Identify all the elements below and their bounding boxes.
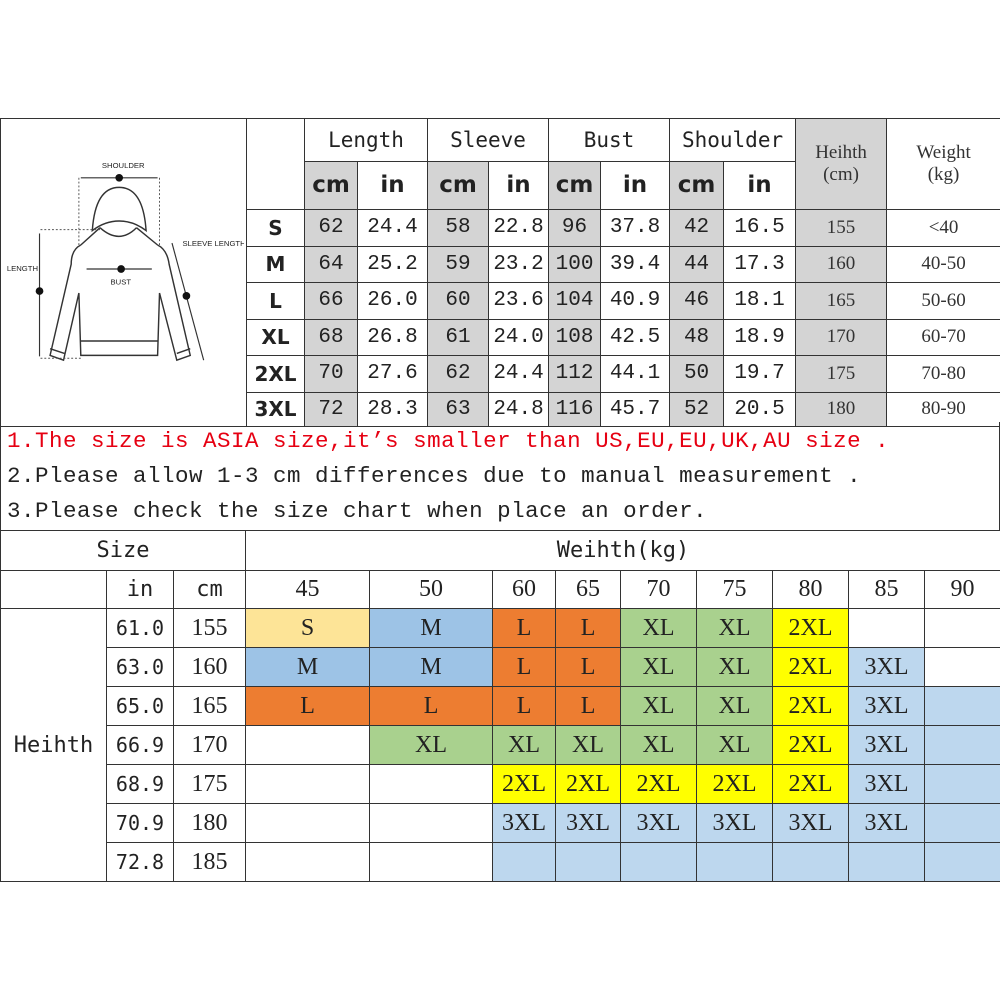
measure-value: 52 bbox=[670, 392, 724, 426]
measure-value: 26.0 bbox=[358, 283, 428, 319]
size-cell: 3XL bbox=[849, 687, 925, 726]
size-cell: L bbox=[556, 609, 621, 648]
height-in: 63.0 bbox=[107, 648, 174, 687]
measure-value: 19.7 bbox=[724, 356, 796, 392]
height-value: 165 bbox=[796, 283, 887, 319]
weight-value: 70-80 bbox=[887, 356, 1000, 392]
note-1: 1.The size is ASIA size,it’s smaller than US,EU,EU,UK,AU size . bbox=[7, 428, 890, 454]
size-cell: 3XL bbox=[493, 804, 556, 843]
size-cell: 3XL bbox=[621, 804, 697, 843]
measure-value: 108 bbox=[549, 319, 601, 355]
height-value: 175 bbox=[796, 356, 887, 392]
weight-unit: (kg) bbox=[927, 164, 960, 186]
size-cell: 3XL bbox=[556, 804, 621, 843]
measure-value: 24.8 bbox=[489, 392, 549, 426]
header-shoulder: Shoulder bbox=[670, 119, 796, 162]
blank-cell bbox=[1, 571, 107, 609]
size-cell bbox=[556, 843, 621, 882]
weight-value: 80-90 bbox=[887, 392, 1000, 426]
header-weight bbox=[887, 119, 1000, 210]
measure-value: 116 bbox=[549, 392, 601, 426]
size-cell: XL bbox=[370, 726, 493, 765]
measure-value: 44.1 bbox=[601, 356, 670, 392]
measure-value: 37.8 bbox=[601, 210, 670, 246]
height-cm: 170 bbox=[174, 726, 246, 765]
size-cell: 2XL bbox=[773, 726, 849, 765]
size-cell bbox=[246, 765, 370, 804]
height-row bbox=[1, 765, 1000, 804]
size-cell: L bbox=[370, 687, 493, 726]
height-value: 160 bbox=[796, 246, 887, 282]
measure-value: 60 bbox=[428, 283, 489, 319]
height-in: 61.0 bbox=[107, 609, 174, 648]
measure-value: 46 bbox=[670, 283, 724, 319]
in-header: in bbox=[107, 571, 174, 609]
measure-value: 44 bbox=[670, 246, 724, 282]
size-cell bbox=[925, 843, 1000, 882]
measure-value: 42 bbox=[670, 210, 724, 246]
size-cell bbox=[697, 843, 773, 882]
size-cell: 2XL bbox=[773, 687, 849, 726]
size-label: 3XL bbox=[247, 392, 305, 426]
size-cell: XL bbox=[697, 726, 773, 765]
unit-in: in bbox=[601, 161, 670, 210]
size-cell bbox=[246, 843, 370, 882]
height-in: 72.8 bbox=[107, 843, 174, 882]
size-cell bbox=[925, 687, 1000, 726]
measure-value: 23.6 bbox=[489, 283, 549, 319]
size-cell: L bbox=[556, 648, 621, 687]
size-label: L bbox=[247, 283, 305, 319]
measure-value: 24.0 bbox=[489, 319, 549, 355]
measure-value: 112 bbox=[549, 356, 601, 392]
measure-value: 16.5 bbox=[724, 210, 796, 246]
measure-value: 62 bbox=[428, 356, 489, 392]
height-value: 180 bbox=[796, 392, 887, 426]
weight-column-header: 70 bbox=[621, 571, 697, 609]
weight-column-header: 50 bbox=[370, 571, 493, 609]
size-cell: XL bbox=[556, 726, 621, 765]
size-cell bbox=[621, 843, 697, 882]
measure-value: 42.5 bbox=[601, 319, 670, 355]
measure-value: 66 bbox=[305, 283, 358, 319]
measure-value: 17.3 bbox=[724, 246, 796, 282]
unit-in: in bbox=[489, 161, 549, 210]
size-cell bbox=[493, 843, 556, 882]
measure-value: 96 bbox=[549, 210, 601, 246]
weight-column-header: 65 bbox=[556, 571, 621, 609]
measure-value: 18.1 bbox=[724, 283, 796, 319]
size-cell bbox=[925, 648, 1000, 687]
size-cell: 2XL bbox=[621, 765, 697, 804]
size-cell: 2XL bbox=[773, 609, 849, 648]
height-cm: 160 bbox=[174, 648, 246, 687]
weight-column-header: 90 bbox=[925, 571, 1000, 609]
unit-cm: cm bbox=[305, 161, 358, 210]
height-row bbox=[1, 648, 1000, 687]
cm-header: cm bbox=[174, 571, 246, 609]
height-cm: 155 bbox=[174, 609, 246, 648]
header-height bbox=[796, 119, 887, 210]
height-value: 170 bbox=[796, 319, 887, 355]
size-label: 2XL bbox=[247, 356, 305, 392]
height-row bbox=[1, 687, 1000, 726]
size-label: M bbox=[247, 246, 305, 282]
size-cell: M bbox=[370, 609, 493, 648]
height-in: 70.9 bbox=[107, 804, 174, 843]
size-cell bbox=[849, 843, 925, 882]
size-cell bbox=[246, 726, 370, 765]
size-cell bbox=[370, 843, 493, 882]
measure-value: 25.2 bbox=[358, 246, 428, 282]
height-row bbox=[1, 843, 1000, 882]
header-bust: Bust bbox=[549, 119, 670, 162]
measure-value: 62 bbox=[305, 210, 358, 246]
note-2: 2.Please allow 1-3 cm differences due to manual measurement . bbox=[7, 463, 862, 489]
size-cell bbox=[925, 726, 1000, 765]
hoodie-icon bbox=[4, 119, 244, 419]
weight-label: Weight bbox=[916, 142, 971, 164]
size-cell: XL bbox=[621, 609, 697, 648]
height-value: 155 bbox=[796, 210, 887, 246]
unit-in: in bbox=[358, 161, 428, 210]
height-label: Heihth bbox=[815, 142, 867, 164]
header-sleeve: Sleeve bbox=[428, 119, 549, 162]
size-cell bbox=[370, 765, 493, 804]
weight-column-header: 75 bbox=[697, 571, 773, 609]
size-cell: 2XL bbox=[493, 765, 556, 804]
weight-value: 60-70 bbox=[887, 319, 1000, 355]
header-length: Length bbox=[305, 119, 428, 162]
weight-column-header: 85 bbox=[849, 571, 925, 609]
size-cell: XL bbox=[697, 687, 773, 726]
corner-cell bbox=[247, 119, 305, 210]
measure-value: 72 bbox=[305, 392, 358, 426]
measure-value: 23.2 bbox=[489, 246, 549, 282]
measure-value: 48 bbox=[670, 319, 724, 355]
weight-column-header: 45 bbox=[246, 571, 370, 609]
measure-value: 63 bbox=[428, 392, 489, 426]
size-cell bbox=[925, 765, 1000, 804]
measure-value: 18.9 bbox=[724, 319, 796, 355]
measure-value: 22.8 bbox=[489, 210, 549, 246]
size-cell: 3XL bbox=[773, 804, 849, 843]
height-label: Heihth bbox=[1, 609, 107, 882]
bust-label: BUST bbox=[110, 277, 131, 287]
size-cell: 2XL bbox=[556, 765, 621, 804]
size-cell bbox=[925, 609, 1000, 648]
unit-cm: cm bbox=[670, 161, 724, 210]
length-label: LENGTH bbox=[6, 263, 38, 273]
measure-value: 70 bbox=[305, 356, 358, 392]
height-unit: (cm) bbox=[823, 164, 859, 186]
size-cell: XL bbox=[621, 687, 697, 726]
measurement-table bbox=[0, 118, 1000, 427]
unit-cm: cm bbox=[428, 161, 489, 210]
measure-value: 58 bbox=[428, 210, 489, 246]
height-row bbox=[1, 609, 1000, 648]
size-cell: L bbox=[556, 687, 621, 726]
height-cm: 180 bbox=[174, 804, 246, 843]
hoodie-diagram bbox=[1, 119, 247, 427]
weight-value: 50-60 bbox=[887, 283, 1000, 319]
measure-value: 26.8 bbox=[358, 319, 428, 355]
measure-value: 61 bbox=[428, 319, 489, 355]
size-cell: XL bbox=[621, 648, 697, 687]
measure-value: 27.6 bbox=[358, 356, 428, 392]
measure-value: 100 bbox=[549, 246, 601, 282]
size-cell: XL bbox=[493, 726, 556, 765]
height-cm: 185 bbox=[174, 843, 246, 882]
size-cell: 3XL bbox=[697, 804, 773, 843]
weight-value: <40 bbox=[887, 210, 1000, 246]
note-3: 3.Please check the size chart when place an order. bbox=[7, 498, 708, 524]
size-label: S bbox=[247, 210, 305, 246]
unit-cm: cm bbox=[549, 161, 601, 210]
size-cell: 2XL bbox=[773, 648, 849, 687]
size-cell: M bbox=[246, 648, 370, 687]
measure-value: 24.4 bbox=[358, 210, 428, 246]
size-cell: L bbox=[246, 687, 370, 726]
height-row bbox=[1, 804, 1000, 843]
size-cell: S bbox=[246, 609, 370, 648]
measure-value: 40.9 bbox=[601, 283, 670, 319]
unit-in: in bbox=[724, 161, 796, 210]
size-cell bbox=[370, 804, 493, 843]
weight-value: 40-50 bbox=[887, 246, 1000, 282]
size-cell: L bbox=[493, 648, 556, 687]
measure-value: 20.5 bbox=[724, 392, 796, 426]
size-cell: 2XL bbox=[773, 765, 849, 804]
size-cell: XL bbox=[697, 648, 773, 687]
notes bbox=[0, 422, 1000, 530]
size-guide-table bbox=[0, 530, 1000, 882]
height-row bbox=[1, 726, 1000, 765]
size-cell: 3XL bbox=[849, 726, 925, 765]
size-cell bbox=[773, 843, 849, 882]
weight-column-header: 60 bbox=[493, 571, 556, 609]
size-header: Size bbox=[1, 531, 246, 571]
measure-value: 45.7 bbox=[601, 392, 670, 426]
size-cell: 2XL bbox=[697, 765, 773, 804]
sleeve-length-label: SLEEVE LENGTH bbox=[182, 238, 244, 248]
size-cell bbox=[849, 609, 925, 648]
size-cell: L bbox=[493, 609, 556, 648]
size-cell: XL bbox=[621, 726, 697, 765]
height-in: 68.9 bbox=[107, 765, 174, 804]
measure-value: 28.3 bbox=[358, 392, 428, 426]
size-cell: L bbox=[493, 687, 556, 726]
weight-header: Weihth(kg) bbox=[246, 531, 1000, 571]
measure-value: 24.4 bbox=[489, 356, 549, 392]
measure-value: 50 bbox=[670, 356, 724, 392]
size-cell: XL bbox=[697, 609, 773, 648]
size-cell: 3XL bbox=[849, 804, 925, 843]
shoulder-label: SHOULDER bbox=[101, 161, 145, 171]
measure-value: 59 bbox=[428, 246, 489, 282]
height-cm: 165 bbox=[174, 687, 246, 726]
size-cell: 3XL bbox=[849, 648, 925, 687]
measure-value: 104 bbox=[549, 283, 601, 319]
measure-value: 64 bbox=[305, 246, 358, 282]
measure-value: 68 bbox=[305, 319, 358, 355]
height-in: 65.0 bbox=[107, 687, 174, 726]
size-label: XL bbox=[247, 319, 305, 355]
weight-column-header: 80 bbox=[773, 571, 849, 609]
measure-value: 39.4 bbox=[601, 246, 670, 282]
size-cell: M bbox=[370, 648, 493, 687]
height-cm: 175 bbox=[174, 765, 246, 804]
height-in: 66.9 bbox=[107, 726, 174, 765]
size-cell bbox=[925, 804, 1000, 843]
size-cell: 3XL bbox=[849, 765, 925, 804]
size-cell bbox=[246, 804, 370, 843]
